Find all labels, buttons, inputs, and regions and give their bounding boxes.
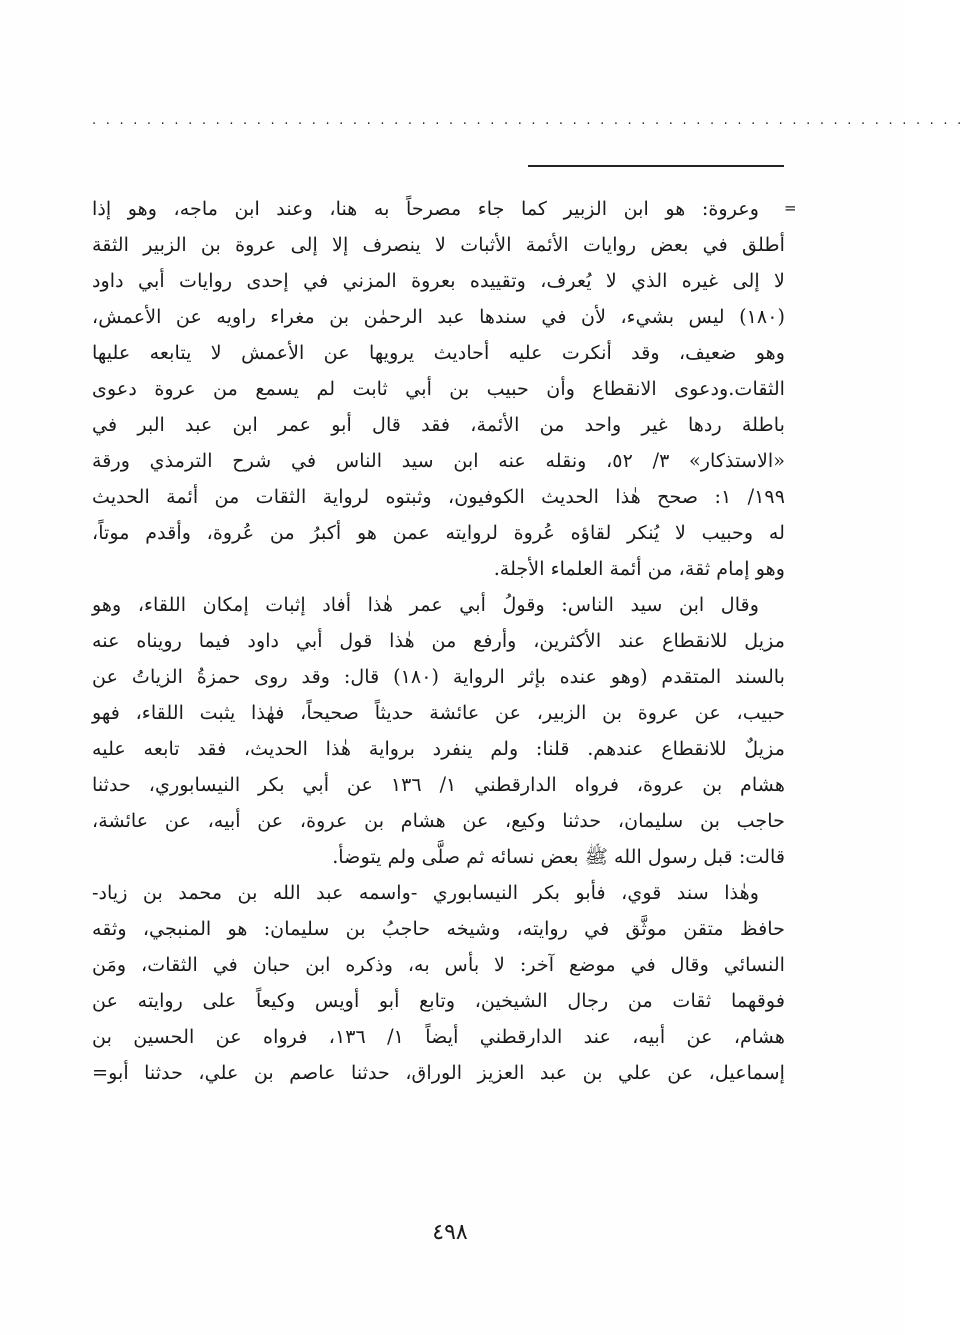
text-line: حافظ متقن موثَّق في روايته، وشيخه حاجبُ بن سليمان: هو المنبجي، وثقه — [92, 917, 785, 940]
text-line: الثقات.ودعوى الانقطاع وأن حبيب بن أبي ثابت لم يسمع من عروة دعوى — [92, 377, 785, 400]
text-line: «الاستذكار» ٣/ ٥٢، ونقله عنه ابن سيد الناس في شرح الترمذي ورقة — [92, 449, 785, 472]
text-line: إسماعيل، عن علي بن عبد العزيز الوراق، حدثنا عاصم بن علي، حدثنا أبو= — [92, 1061, 785, 1084]
text-line: مزيلٌ للانقطاع عندهم. قلنا: ولم ينفرد برواية هٰذا الحديث، فقد تابعه عليه — [92, 737, 785, 760]
text-line: له وحبيب لا يُنكر لقاؤه عُروة لروايته عمن هو أكبرُ من عُروة، وأقدم موتاً، — [92, 521, 785, 544]
text-line: حاجب بن سليمان، حدثنا وكيع، عن هشام بن عروة، عن أبيه، عن عائشة، — [92, 809, 785, 832]
text-line: وعروة: هو ابن الزبير كما جاء مصرحاً به هنا، وعند ابن ماجه، وهو إذا — [92, 197, 759, 220]
footnote-rule — [528, 165, 784, 167]
text-line: فوقهما ثقات من رجال الشيخين، وتابع أبو أويس وكيعاً على روايته عن — [92, 989, 785, 1012]
text-line: لا إلى غيره الذي لا يُعرف، وتقييده بعروة المزني في إحدى روايات أبي داود — [92, 269, 785, 292]
footnote-body — [92, 191, 785, 1091]
text-line: باطلة ردها غير واحد من الأئمة، فقد قال أبو عمر ابن عبد البر في — [92, 413, 785, 436]
page-number: ٤٩٨ — [432, 1220, 468, 1245]
text-line: هشام، عن أبيه، عند الدارقطني أيضاً ١/ ١٣٦، فرواه عن الحسين بن — [92, 1025, 785, 1048]
text-line: وهو ضعيف، وقد أنكرت عليه أحاديث يرويها عن الأعمش لا يتابعه عليها — [92, 341, 785, 364]
text-line: وهو إمام ثقة، من أئمة العلماء الأجلة. — [493, 557, 785, 580]
text-line: مزيل للانقطاع عند الأكثرين، وأرفع من هٰذا قول أبي داود فيما رويناه عنه — [92, 629, 785, 652]
text-line: حبيب، عن عروة بن الزبير، عن عائشة حديثاً صحيحاً، فهٰذا يثبت اللقاء، فهو — [92, 701, 785, 724]
text-line: (١٨٠) ليس بشيء، لأن في سندها عبد الرحمٰن بن مغراء راويه عن الأعمش، — [92, 305, 785, 328]
text-line: أطلق في بعض روايات الأئمة الأثبات لا ينصرف إلا إلى عروة بن الزبير الثقة — [92, 233, 785, 256]
text-line: ١٩٩/ ١: صحح هٰذا الحديث الكوفيون، وثبتوه لرواية الثقات من أئمة الحديث — [92, 485, 785, 508]
text-line: النسائي وقال في موضع آخر: لا بأس به، وذكره ابن حبان في الثقات، ومَن — [92, 953, 785, 976]
text-line: وقال ابن سيد الناس: وقولُ أبي عمر هٰذا أفاد إثبات إمكان اللقاء، وهو — [92, 593, 759, 616]
separator-dots: ................................................................ — [92, 113, 971, 128]
text-line: وهٰذا سند قوي، فأبو بكر النيسابوري -واسمه عبد الله بن محمد بن زياد- — [92, 881, 759, 904]
continuation-mark: = — [784, 199, 797, 217]
text-line: بالسند المتقدم (وهو عنده بإثر الرواية (١٨٠) قال: وقد روى حمزةُ الزياتُ عن — [92, 665, 785, 688]
text-line: قالت: قبل رسول الله ﷺ بعض نسائه ثم صلَّى ولم يتوضأ. — [332, 845, 785, 868]
text-line: هشام بن عروة، فرواه الدارقطني ١/ ١٣٦ عن أبي بكر النيسابوري، حدثنا — [92, 773, 785, 796]
